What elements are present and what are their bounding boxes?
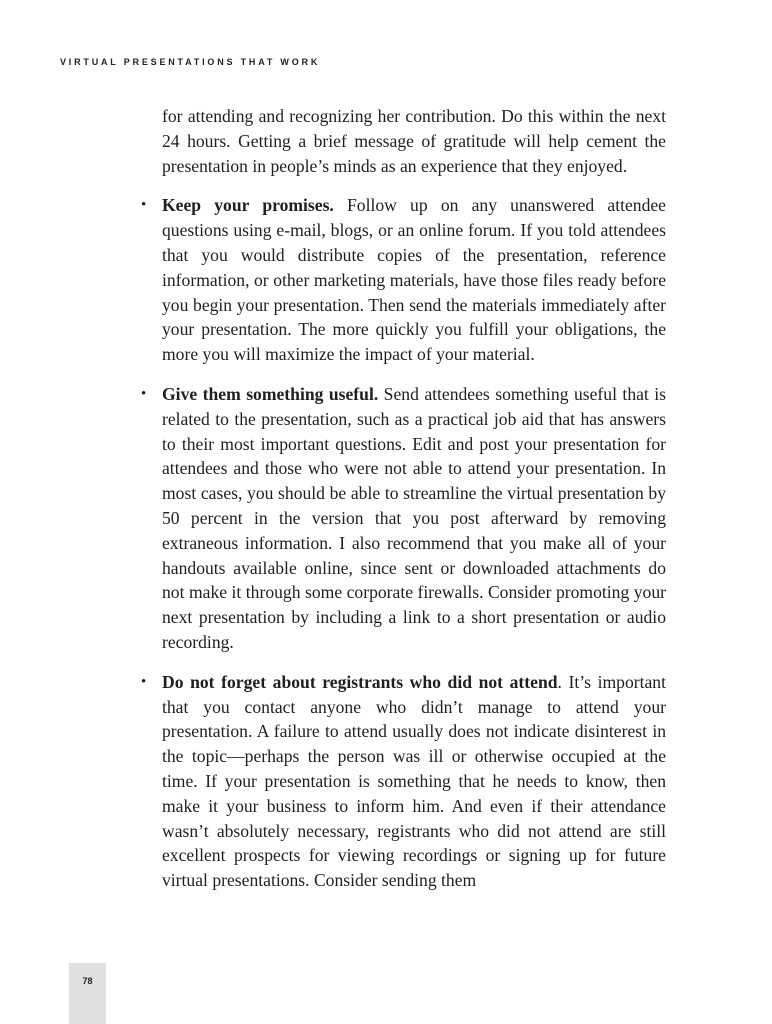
running-head: VIRTUAL PRESENTATIONS THAT WORK (60, 57, 321, 67)
bullet-lead: Do not forget about registrants who did not attend (162, 671, 558, 692)
bullet-text: . It’s important that you contact anyone who didn’t manage to attend your presentation. A failure to attend usually does not indicate disinterest in the topic—perhaps the person was ill or otherwise occupied at the time. If your presentation is something that he needs to know, then make it your business to inform him. And even if their attendance wasn’t absolutely necessary, registrants who did not attend are still excellent prospects for viewing recordings or signing up for future virtual presentations. Consider sending them (162, 671, 666, 891)
body-text (162, 104, 666, 893)
bullet-lead: Keep your promises. (162, 195, 334, 216)
bullet-keep-promises (162, 193, 666, 367)
bullet-text: Follow up on any unanswered attendee questions using e-mail, blogs, or an online forum. If you told attendees that you would distribute copies of the presentation, reference information, or other marketing materials, have those files ready before you begin your presentation. Then send the materials immediately after your presentation. The more quickly you fulfill your obligations, the more you will maximize the impact of your material. (162, 195, 666, 365)
page-number: 78 (82, 976, 93, 986)
bullet-lead: Give them something useful. (162, 383, 379, 404)
bullet-text: Send attendees something useful that is related to the presentation, such as a practical job aid that has answers to their most important questions. Edit and post your presentation for attendees and those who were not able to attend your presentation. In most cases, you should be able to streamline the virtual presentation by 50 percent in the version that you post afterward by removing extraneous information. I also recommend that you make all of your handouts available online, since sent or downloaded attachments do not make it through some corporate firewalls. Consider promoting your next presentation by including a link to a short presentation or audio recording. (162, 383, 666, 652)
bullet-list (162, 193, 666, 893)
bullet-registrants (162, 670, 666, 893)
intro-paragraph: for attending and recognizing her contribution. Do this within the next 24 hours. Getting a brief message of gratitude will help cement the presentation in people’s minds as an experience that they enjoyed. (162, 106, 666, 176)
bullet-give-something-useful (162, 382, 666, 655)
page-number-tab (69, 963, 106, 1024)
